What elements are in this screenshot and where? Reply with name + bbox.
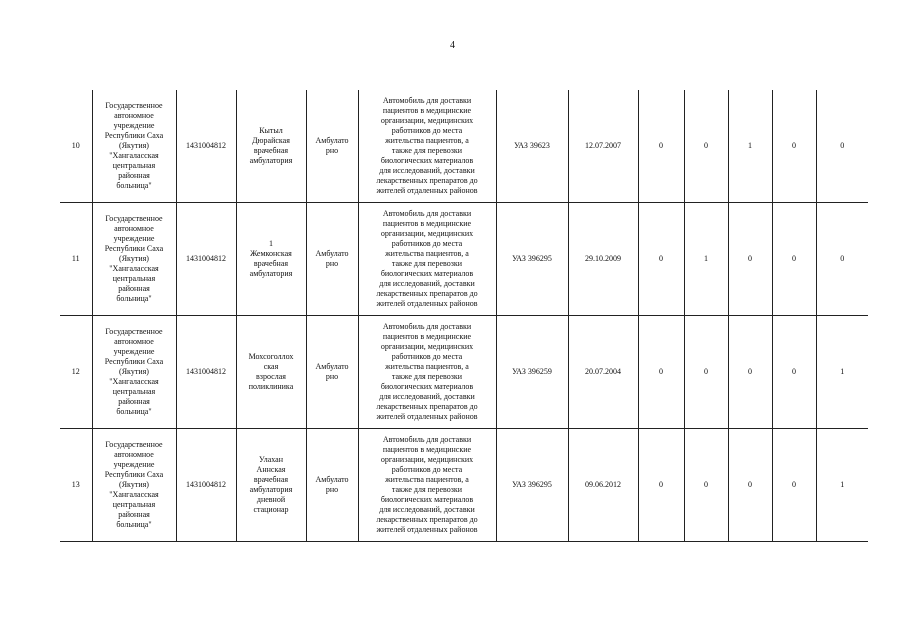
organization-cell: [92, 90, 176, 203]
org-line: "Хангаласская: [109, 490, 159, 499]
value-cell-5: 0: [816, 203, 868, 316]
value-cell-1: 0: [638, 203, 684, 316]
org-line: (Якутия): [119, 480, 149, 489]
facility-line: Мохсоголлох: [248, 352, 294, 361]
care-type-cell: [306, 203, 358, 316]
purpose-line: также для перевозки: [391, 485, 463, 494]
purpose-line: для исследований, доставки: [379, 505, 475, 514]
type-line: рно: [325, 146, 339, 155]
purpose-line: для исследований, доставки: [379, 392, 475, 401]
org-line: районная: [118, 397, 150, 406]
registration-date-cell: 09.06.2012: [568, 429, 638, 542]
purpose-line: жительства пациентов, а: [385, 249, 469, 258]
value-cell-5: 1: [816, 316, 868, 429]
org-line: учреждение: [113, 121, 155, 130]
org-line: автономное: [114, 224, 154, 233]
purpose-line: жительства пациентов, а: [385, 136, 469, 145]
vehicle-model-cell: УАЗ 396295: [496, 429, 568, 542]
org-line: больница": [116, 181, 152, 190]
facility-line: врачебная: [253, 146, 289, 155]
care-type-cell: [306, 90, 358, 203]
table-row: [60, 90, 868, 203]
value-cell-3: 0: [728, 203, 772, 316]
purpose-line: Автомобиль для доставки: [382, 96, 472, 105]
org-line: "Хангаласская: [109, 264, 159, 273]
page-number: 4: [450, 40, 455, 51]
purpose-line: жителей отдаленных районов: [376, 299, 478, 308]
purpose-line: работников до места: [391, 352, 463, 361]
type-line: рно: [325, 259, 339, 268]
facility-cell: [236, 316, 306, 429]
purpose-line: пациентов в медицинские: [382, 445, 472, 454]
purpose-line: работников до места: [391, 126, 463, 135]
vehicle-model-cell: УАЗ 39623: [496, 90, 568, 203]
purpose-line: для исследований, доставки: [379, 279, 475, 288]
value-cell-1: 0: [638, 90, 684, 203]
org-line: больница": [116, 520, 152, 529]
registration-date-cell: 12.07.2007: [568, 90, 638, 203]
org-line: учреждение: [113, 234, 155, 243]
org-line: "Хангаласская: [109, 377, 159, 386]
care-type-cell: [306, 429, 358, 542]
facility-line: поликлиника: [248, 382, 294, 391]
table-row: [60, 429, 868, 542]
org-line: районная: [118, 510, 150, 519]
purpose-line: пациентов в медицинские: [382, 106, 472, 115]
row-number-cell: 11: [60, 203, 92, 316]
purpose-line: Автомобиль для доставки: [382, 435, 472, 444]
value-cell-4: 0: [772, 90, 816, 203]
org-line: Республики Саха: [104, 357, 164, 366]
purpose-line: биологических материалов: [380, 495, 474, 504]
facility-line: дневной: [256, 495, 286, 504]
purpose-cell: [358, 90, 496, 203]
purpose-line: Автомобиль для доставки: [382, 209, 472, 218]
table-row: [60, 316, 868, 429]
row-number-cell: 12: [60, 316, 92, 429]
type-line: Амбулато: [315, 249, 349, 258]
facility-line: врачебная: [253, 259, 289, 268]
purpose-line: организации, медицинских: [380, 342, 474, 351]
org-line: Государственное: [105, 327, 163, 336]
facility-cell: [236, 429, 306, 542]
purpose-line: Автомобиль для доставки: [382, 322, 472, 331]
purpose-line: биологических материалов: [380, 269, 474, 278]
purpose-line: жителей отдаленных районов: [376, 412, 478, 421]
purpose-line: работников до места: [391, 239, 463, 248]
org-line: центральная: [112, 500, 156, 509]
value-cell-1: 0: [638, 316, 684, 429]
facility-line: ская: [263, 362, 279, 371]
purpose-line: пациентов в медицинские: [382, 332, 472, 341]
value-cell-2: 0: [684, 429, 728, 542]
facility-line: Жемконская: [250, 249, 292, 258]
facility-cell: [236, 90, 306, 203]
value-cell-3: 1: [728, 90, 772, 203]
org-line: (Якутия): [119, 254, 149, 263]
org-line: больница": [116, 294, 152, 303]
vehicle-model-cell: УАЗ 396259: [496, 316, 568, 429]
type-line: Амбулато: [315, 136, 349, 145]
value-cell-4: 0: [772, 203, 816, 316]
inn-cell: 1431004812: [176, 203, 236, 316]
org-line: больница": [116, 407, 152, 416]
purpose-line: жителей отдаленных районов: [376, 186, 478, 195]
org-line: Республики Саха: [104, 131, 164, 140]
facility-line: врачебная: [253, 475, 289, 484]
facility-line: Кытыл: [259, 126, 283, 135]
purpose-line: работников до места: [391, 465, 463, 474]
value-cell-2: 0: [684, 316, 728, 429]
org-line: Республики Саха: [104, 244, 164, 253]
org-line: Республики Саха: [104, 470, 164, 479]
purpose-cell: [358, 203, 496, 316]
org-line: "Хангаласская: [109, 151, 159, 160]
inn-cell: 1431004812: [176, 429, 236, 542]
org-line: Государственное: [105, 440, 163, 449]
table-row: [60, 203, 868, 316]
org-line: Государственное: [105, 101, 163, 110]
org-line: (Якутия): [119, 367, 149, 376]
purpose-line: также для перевозки: [391, 259, 463, 268]
value-cell-1: 0: [638, 429, 684, 542]
org-line: центральная: [112, 161, 156, 170]
facility-line: Дюрайская: [252, 136, 290, 145]
value-cell-4: 0: [772, 429, 816, 542]
purpose-line: также для перевозки: [391, 146, 463, 155]
org-line: учреждение: [113, 460, 155, 469]
organization-cell: [92, 316, 176, 429]
facility-line: взрослая: [256, 372, 286, 381]
org-line: районная: [118, 171, 150, 180]
value-cell-4: 0: [772, 316, 816, 429]
inn-cell: 1431004812: [176, 316, 236, 429]
value-cell-3: 0: [728, 316, 772, 429]
facility-line: стационар: [253, 505, 289, 514]
care-type-cell: [306, 316, 358, 429]
purpose-line: лекарственных препаратов до: [376, 402, 478, 411]
organization-cell: [92, 429, 176, 542]
vehicle-registry-table: [60, 90, 868, 542]
type-line: рно: [325, 485, 339, 494]
facility-line: амбулатория: [249, 485, 293, 494]
type-line: Амбулато: [315, 475, 349, 484]
organization-cell: [92, 203, 176, 316]
facility-line: амбулатория: [249, 269, 293, 278]
org-line: автономное: [114, 450, 154, 459]
type-line: рно: [325, 372, 339, 381]
org-line: автономное: [114, 111, 154, 120]
purpose-cell: [358, 316, 496, 429]
purpose-line: лекарственных препаратов до: [376, 176, 478, 185]
org-line: центральная: [112, 274, 156, 283]
org-line: учреждение: [113, 347, 155, 356]
org-line: автономное: [114, 337, 154, 346]
value-cell-5: 1: [816, 429, 868, 542]
vehicle-model-cell: УАЗ 396295: [496, 203, 568, 316]
inn-cell: 1431004812: [176, 90, 236, 203]
org-line: (Якутия): [119, 141, 149, 150]
purpose-line: организации, медицинских: [380, 116, 474, 125]
facility-cell: [236, 203, 306, 316]
value-cell-2: 0: [684, 90, 728, 203]
registration-date-cell: 20.07.2004: [568, 316, 638, 429]
value-cell-2: 1: [684, 203, 728, 316]
purpose-line: лекарственных препаратов до: [376, 515, 478, 524]
facility-line: 1: [269, 239, 273, 248]
purpose-cell: [358, 429, 496, 542]
registration-date-cell: 29.10.2009: [568, 203, 638, 316]
facility-line: Аннская: [256, 465, 286, 474]
value-cell-3: 0: [728, 429, 772, 542]
purpose-line: для исследований, доставки: [379, 166, 475, 175]
type-line: Амбулато: [315, 362, 349, 371]
purpose-line: жительства пациентов, а: [385, 362, 469, 371]
org-line: Государственное: [105, 214, 163, 223]
facility-line: амбулатория: [249, 156, 293, 165]
purpose-line: организации, медицинских: [380, 229, 474, 238]
purpose-line: жителей отдаленных районов: [376, 525, 478, 534]
org-line: центральная: [112, 387, 156, 396]
purpose-line: жительства пациентов, а: [385, 475, 469, 484]
purpose-line: лекарственных препаратов до: [376, 289, 478, 298]
purpose-line: пациентов в медицинские: [382, 219, 472, 228]
value-cell-5: 0: [816, 90, 868, 203]
purpose-line: биологических материалов: [380, 382, 474, 391]
row-number-cell: 10: [60, 90, 92, 203]
purpose-line: также для перевозки: [391, 372, 463, 381]
purpose-line: организации, медицинских: [380, 455, 474, 464]
row-number-cell: 13: [60, 429, 92, 542]
purpose-line: биологических материалов: [380, 156, 474, 165]
org-line: районная: [118, 284, 150, 293]
facility-line: Улахан: [258, 455, 284, 464]
